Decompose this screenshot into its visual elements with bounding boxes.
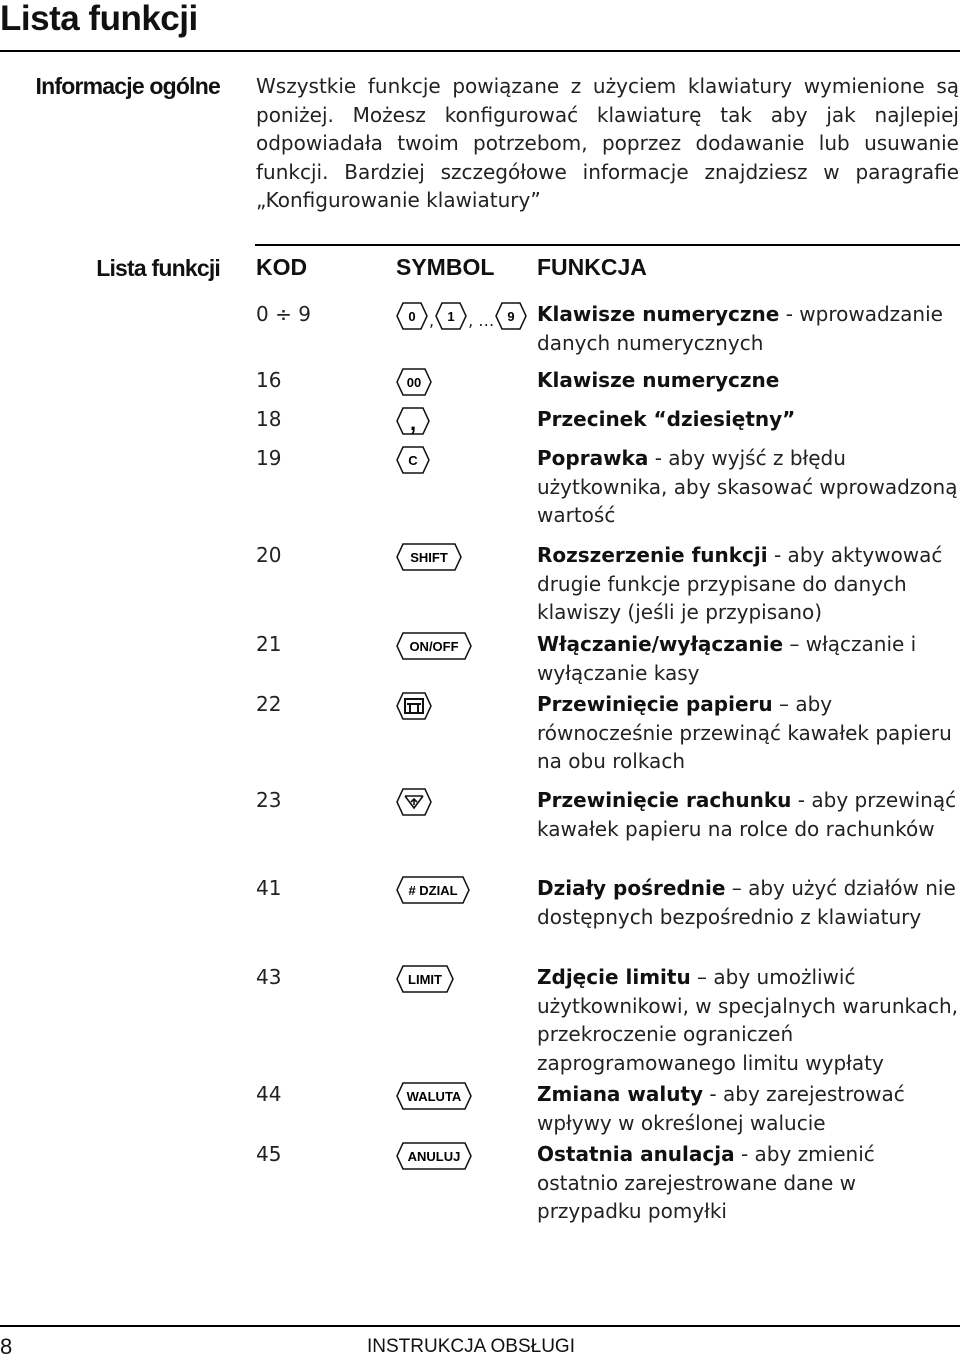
function-description — [537, 1080, 960, 1137]
function-name: Działy pośrednie — [537, 876, 726, 900]
function-code: 45 — [256, 1142, 282, 1166]
function-name: Klawisze numeryczne — [537, 302, 780, 326]
function-description — [537, 444, 960, 530]
function-symbol — [396, 1142, 472, 1170]
function-symbol — [396, 965, 454, 993]
function-symbol — [396, 692, 432, 720]
key-cap-icon — [396, 446, 430, 474]
key-cap-icon — [495, 302, 527, 330]
svg-text:0: 0 — [408, 309, 416, 324]
svg-text:,: , — [409, 410, 417, 435]
function-detail: - aby wyjść z błędu użytkownika, aby skasować wprowadzoną wartość — [537, 446, 958, 527]
key-cap-icon — [396, 368, 432, 396]
function-description — [537, 874, 960, 931]
function-symbol — [396, 632, 472, 660]
key-cap-icon — [396, 1082, 472, 1110]
title-divider — [0, 50, 960, 52]
function-symbol — [396, 1082, 472, 1110]
function-name: Rozszerzenie funkcji — [537, 543, 768, 567]
function-code: 22 — [256, 692, 282, 716]
svg-text:LIMIT: LIMIT — [408, 972, 442, 987]
svg-text:ON/OFF: ON/OFF — [409, 639, 459, 654]
function-symbol — [396, 446, 430, 474]
function-symbol — [396, 368, 432, 396]
key-cap-icon — [396, 1142, 472, 1170]
function-description — [537, 630, 960, 687]
function-detail: – aby użyć działów nie dostępnych bezpośrednio z klawiatury — [537, 876, 956, 929]
svg-text:9: 9 — [507, 309, 515, 324]
svg-text:C: C — [408, 453, 418, 468]
function-code: 18 — [256, 407, 282, 431]
key-cap-icon — [396, 543, 462, 571]
svg-text:00: 00 — [406, 375, 422, 390]
svg-text:SHIFT: SHIFT — [410, 550, 448, 565]
function-code: 43 — [256, 965, 282, 989]
function-description — [537, 541, 960, 627]
function-description — [537, 1140, 960, 1226]
function-detail: - aby aktywować drugie funkcje przypisane do danych klawiszy (jeśli je przypisano) — [537, 543, 943, 624]
function-detail: – aby umożliwić użytkownikowi, w specjalnych warunkach, przekroczenie ograniczeń zaprogramowanego limitu wypłaty — [537, 965, 959, 1075]
function-name: Przecinek “dziesiętny” — [537, 407, 796, 431]
function-name: Włączanie/wyłączanie — [537, 632, 784, 656]
function-name: Zdjęcie limitu — [537, 965, 691, 989]
function-description — [537, 366, 960, 395]
function-symbol — [396, 876, 470, 904]
page-title: Lista funkcji — [0, 0, 198, 38]
table-divider — [255, 244, 960, 246]
function-name: Klawisze numeryczne — [537, 368, 780, 392]
svg-text:WALUTA: WALUTA — [406, 1089, 462, 1104]
key-cap-icon — [396, 876, 470, 904]
function-name: Ostatnia anulacja — [537, 1142, 735, 1166]
function-symbol — [396, 407, 430, 435]
svg-text:1: 1 — [447, 309, 455, 324]
function-name: Zmiana waluty — [537, 1082, 704, 1106]
key-cap-icon — [396, 632, 472, 660]
receipt-feed-icon — [396, 788, 432, 816]
section-heading-function-list: Lista funkcji — [96, 255, 220, 281]
column-header-code: KOD — [256, 254, 308, 280]
page-number: 8 — [0, 1334, 13, 1359]
symbol-separator: , … — [468, 310, 495, 330]
key-cap-icon — [435, 302, 467, 330]
function-name: Poprawka — [537, 446, 649, 470]
paper-feed-both-icon — [396, 692, 432, 720]
function-description — [537, 786, 960, 843]
function-code: 23 — [256, 788, 282, 812]
function-description — [537, 405, 960, 434]
svg-text:ANULUJ: ANULUJ — [407, 1149, 461, 1164]
symbol-separator: , — [429, 310, 435, 330]
key-cap-icon — [396, 965, 454, 993]
column-header-symbol: SYMBOL — [396, 254, 495, 280]
function-code: 41 — [256, 876, 282, 900]
function-code: 19 — [256, 446, 282, 470]
function-symbol — [396, 543, 462, 571]
function-code: 16 — [256, 368, 282, 392]
function-code: 20 — [256, 543, 282, 567]
footer-divider — [0, 1325, 960, 1327]
key-cap-icon — [396, 302, 428, 330]
function-description — [537, 690, 960, 776]
function-symbol — [396, 302, 527, 330]
function-name: Przewinięcie rachunku — [537, 788, 792, 812]
footer-label: INSTRUKCJA OBSŁUGI — [367, 1336, 575, 1357]
function-detail: - wprowadzanie danych numerycznych — [537, 302, 943, 355]
svg-text:# DZIAL: # DZIAL — [408, 883, 458, 898]
key-cap-icon — [396, 407, 430, 435]
function-name: Przewinięcie papieru — [537, 692, 773, 716]
function-detail: – aby równocześnie przewinąć kawałek papieru na obu rolkach — [537, 692, 952, 773]
function-detail: - aby przewinąć kawałek papieru na rolce do rachunków — [537, 788, 957, 841]
section-heading-general: Informacje ogólne — [35, 73, 220, 99]
intro-paragraph: Wszystkie funkcje powiązane z użyciem klawiatury wymienione są poniżej. Możesz konfigurować klawiaturę tak aby jak najlepiej odpowiadała twoim potrzebom, poprzez dodawanie lub usuwanie funkcji. Bardziej szczegółowe informacje znajdziesz w paragrafie „Konfigurowanie klawiatury” — [256, 74, 959, 212]
function-code: 44 — [256, 1082, 282, 1106]
function-code: 21 — [256, 632, 282, 656]
function-detail: - aby zmienić ostatnio zarejestrowane dane w przypadku pomyłki — [537, 1142, 875, 1223]
function-symbol — [396, 788, 432, 816]
function-description — [537, 300, 960, 357]
function-description — [537, 963, 960, 1077]
function-detail: – włączanie i wyłączanie kasy — [537, 632, 917, 685]
column-header-function: FUNKCJA — [537, 254, 647, 280]
function-detail: - aby zarejestrować wpływy w określonej walucie — [537, 1082, 905, 1135]
function-code: 0 ÷ 9 — [256, 302, 311, 326]
